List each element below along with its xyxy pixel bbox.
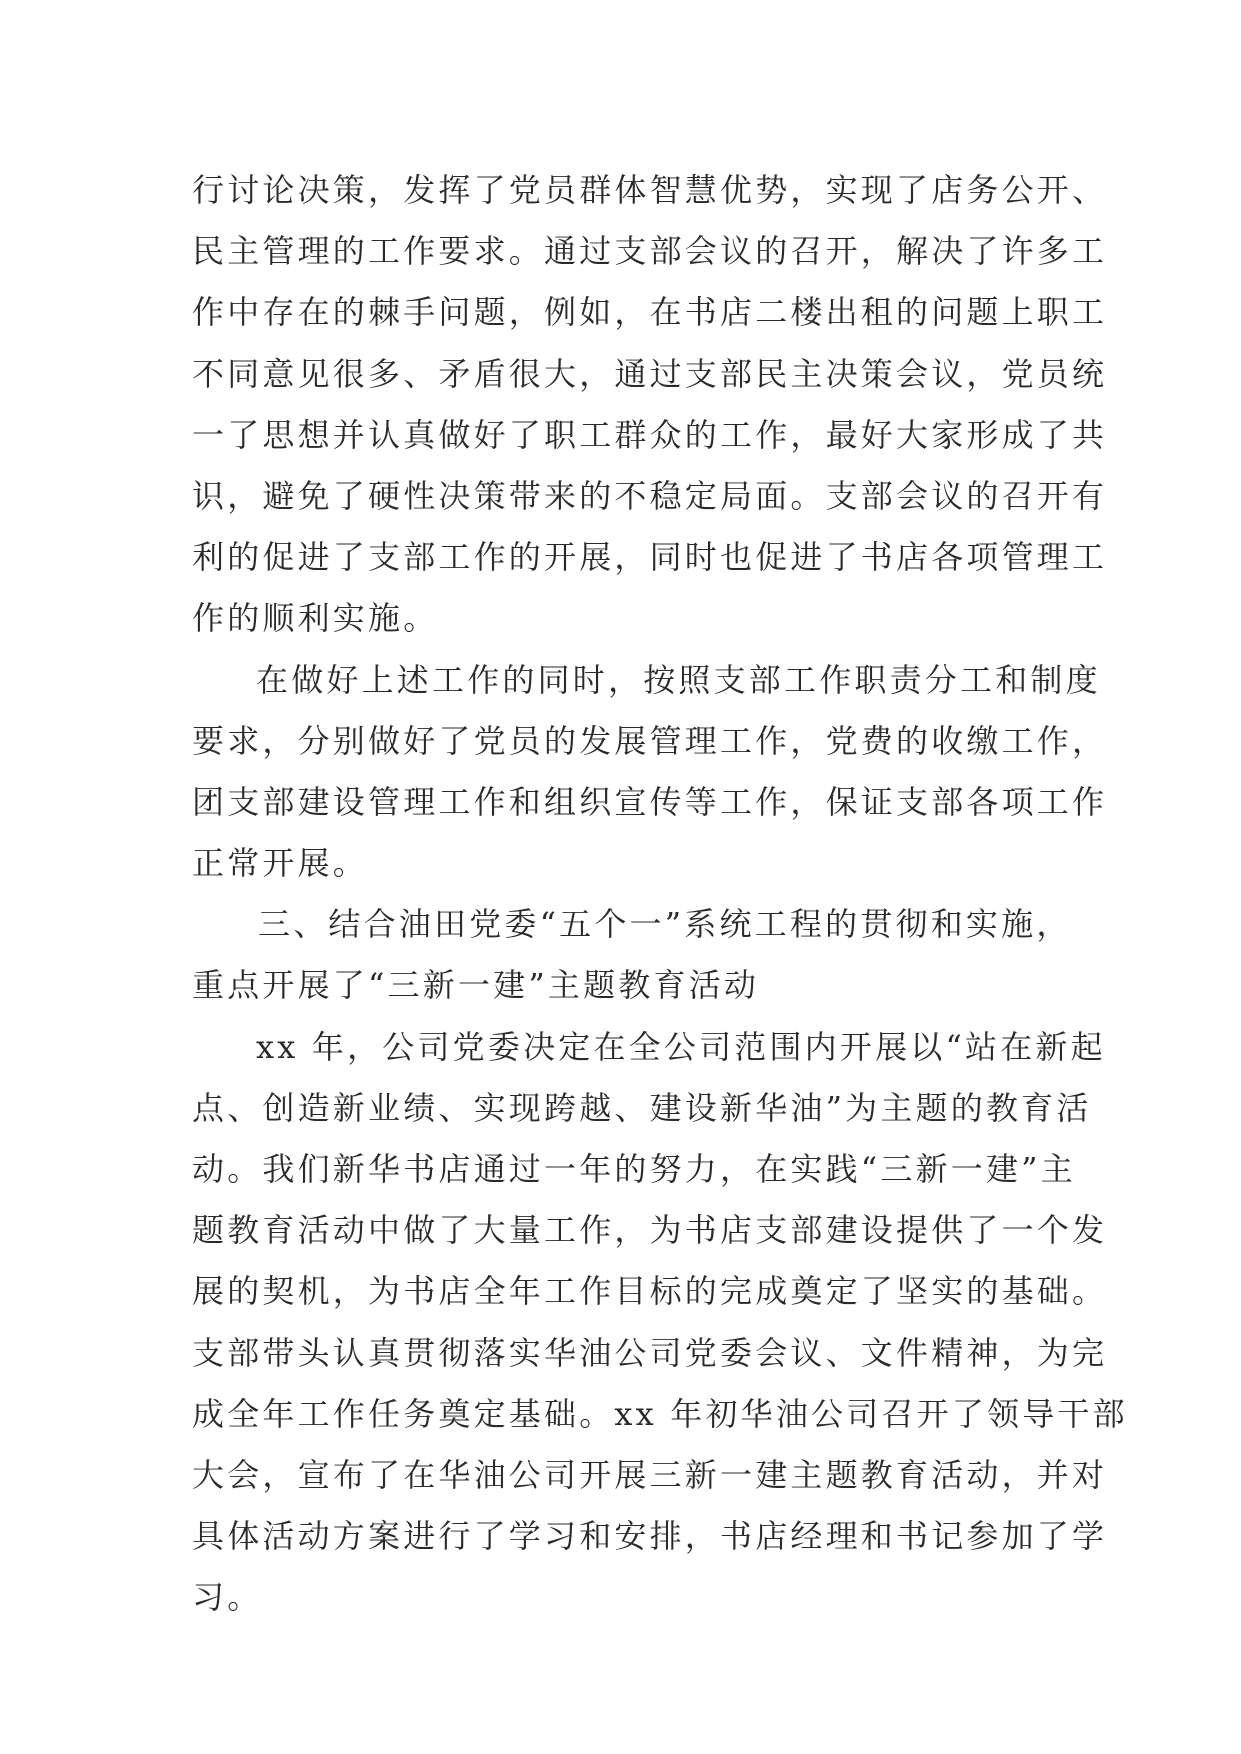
section-heading bbox=[192, 894, 1072, 1016]
text-line: 展的契机，为书店全年工作目标的完成奠定了坚实的基础。 bbox=[192, 1272, 1108, 1311]
text-line: 大会，宣布了在华油公司开展三新一建主题教育活动，并对 bbox=[192, 1455, 1108, 1494]
text-line: 具体活动方案进行了学习和安排，书店经理和书记参加了学 bbox=[192, 1517, 1108, 1556]
text-line: 题教育活动中做了大量工作，为书店支部建设提供了一个发 bbox=[192, 1211, 1108, 1250]
heading-line: 三、结合油田党委“五个一”系统工程的贯彻和实施， bbox=[258, 905, 1072, 944]
text-line: xx 年，公司党委决定在全公司范围内开展以“站在新起 bbox=[256, 1027, 1106, 1066]
text-line: 利的促进了支部工作的开展，同时也促进了书店各项管理工 bbox=[192, 538, 1108, 577]
text-line: 行讨论决策，发挥了党员群体智慧优势，实现了店务公开、 bbox=[192, 171, 1108, 209]
paragraph-party-duties bbox=[192, 650, 1108, 895]
text-line: 不同意见很多、矛盾很大，通过支部民主决策会议，党员统 bbox=[192, 354, 1108, 393]
text-line: 要求，分别做好了党员的发展管理工作，党费的收缴工作， bbox=[192, 721, 1108, 760]
text-line: 支部带头认真贯彻落实华油公司党委会议、文件精神，为完 bbox=[192, 1333, 1108, 1372]
text-line: 点、创造新业绩、实现跨越、建设新华油”为主题的教育活 bbox=[192, 1088, 1092, 1127]
text-line: 在做好上述工作的同时，按照支部工作职责分工和制度 bbox=[256, 660, 1101, 699]
text-line: 作中存在的棘手问题，例如，在书店二楼出租的问题上职工 bbox=[192, 293, 1108, 332]
text-line: 作的顺利实施。 bbox=[192, 599, 439, 638]
paragraph-theme-education bbox=[192, 1017, 1128, 1629]
document-body bbox=[192, 160, 1128, 1629]
text-line: 习。 bbox=[192, 1578, 263, 1617]
text-line: 动。我们新华书店通过一年的努力，在实践“三新一建”主 bbox=[192, 1150, 1076, 1188]
text-line: 成全年工作任务奠定基础。xx 年初华油公司召开了领导干部 bbox=[192, 1394, 1128, 1433]
text-line: 正常开展。 bbox=[192, 844, 369, 883]
text-line: 民主管理的工作要求。通过支部会议的召开，解决了许多工 bbox=[192, 232, 1108, 271]
heading-line: 重点开展了“三新一建”主题教育活动 bbox=[192, 966, 760, 1005]
text-line: 团支部建设管理工作和组织宣传等工作，保证支部各项工作 bbox=[192, 782, 1108, 821]
text-line: 识，避免了硬性决策带来的不稳定局面。支部会议的召开有 bbox=[192, 476, 1108, 515]
text-line: 一了思想并认真做好了职工群众的工作，最好大家形成了共 bbox=[192, 415, 1108, 454]
paragraph-continuation bbox=[192, 160, 1108, 650]
